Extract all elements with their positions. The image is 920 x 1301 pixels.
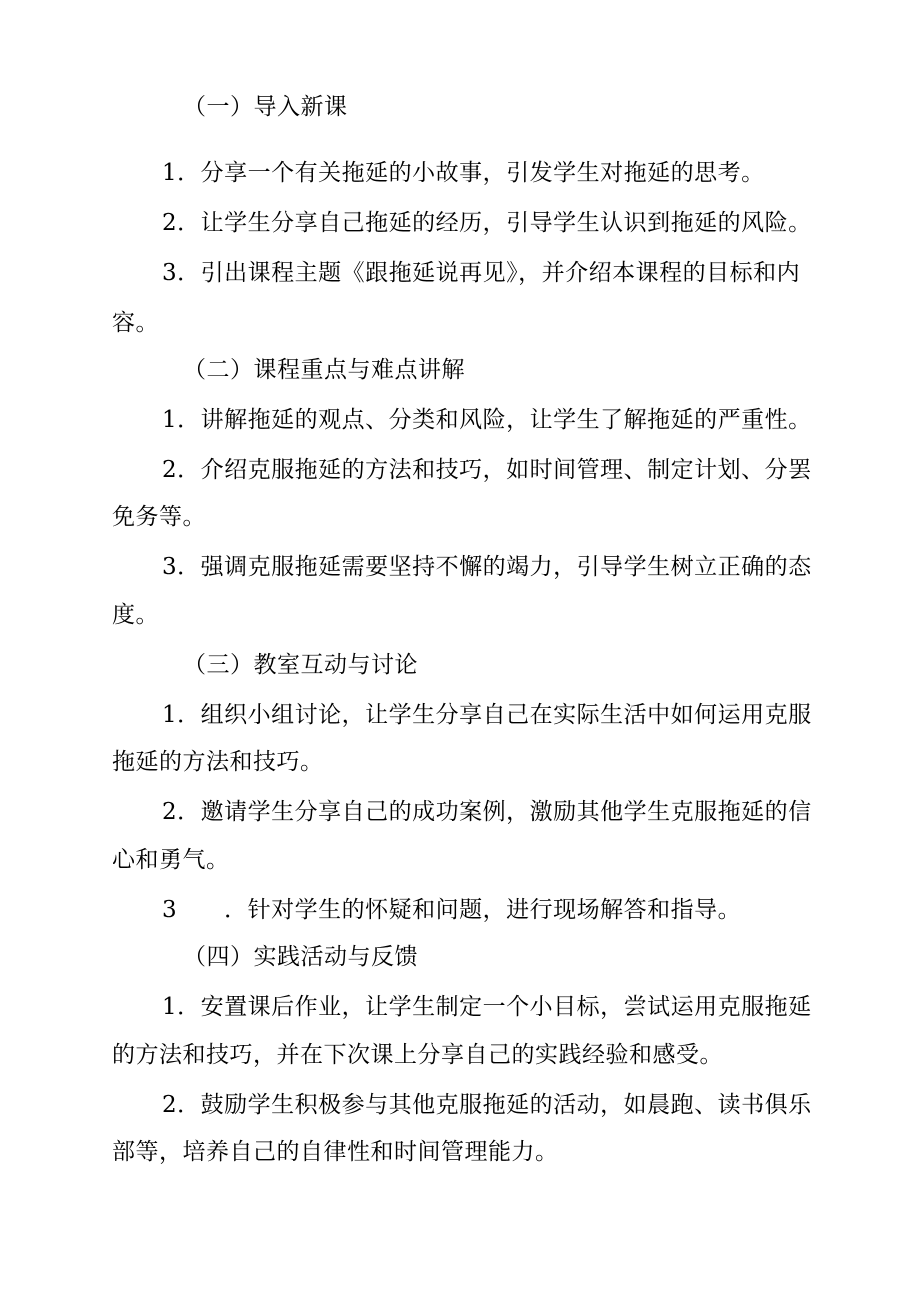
paragraph-line: 容。: [112, 310, 159, 336]
paragraph-line: 3．强调克服拖延需要坚持不懈的竭力，引导学生树立正确的态: [162, 554, 812, 580]
section-heading: （一）导入新课: [183, 94, 348, 120]
paragraph-line: 部等，培养自己的自律性和时间管理能力。: [112, 1139, 559, 1165]
paragraph-line: 免务等。: [112, 504, 206, 530]
paragraph-line: 2．介绍克服拖延的方法和技巧，如时间管理、制定计划、分罢: [162, 457, 812, 483]
paragraph-line: 2．鼓励学生积极参与其他克服拖延的活动，如晨跑、读书俱乐: [162, 1092, 812, 1118]
paragraph-line: 3．引出课程主题《跟拖延说再见》，并介绍本课程的目标和内: [162, 260, 801, 286]
paragraph-line: 1．分享一个有关拖延的小故事，引发学生对拖延的思考。: [162, 160, 765, 186]
paragraph-line: 1．安置课后作业，让学生制定一个小目标，尝试运用克服拖延: [162, 994, 812, 1020]
paragraph-line: 2．邀请学生分享自己的成功案例，激励其他学生克服拖延的信: [162, 799, 812, 825]
paragraph-line: 1．组织小组讨论，让学生分享自己在实际生活中如何运用克服: [162, 702, 812, 728]
paragraph-line: 心和勇气。: [112, 847, 230, 873]
paragraph-line: 的方法和技巧，并在下次课上分享自己的实践经验和感受。: [112, 1042, 723, 1068]
section-heading: （三）教室互动与讨论: [183, 652, 418, 678]
section-heading: （二）课程重点与难点讲解: [183, 357, 465, 383]
paragraph-line: 度。: [112, 602, 159, 628]
paragraph-line: 3 ．针对学生的怀疑和问题，进行现场解答和指导。: [162, 897, 742, 923]
paragraph-line: 2．让学生分享自己拖延的经历，引导学生认识到拖延的风险。: [162, 210, 812, 236]
section-heading: （四）实践活动与反馈: [183, 944, 418, 970]
paragraph-line: 1．讲解拖延的观点、分类和风险，让学生了解拖延的严重性。: [162, 407, 812, 433]
paragraph-line: 拖延的方法和技巧。: [112, 749, 324, 775]
